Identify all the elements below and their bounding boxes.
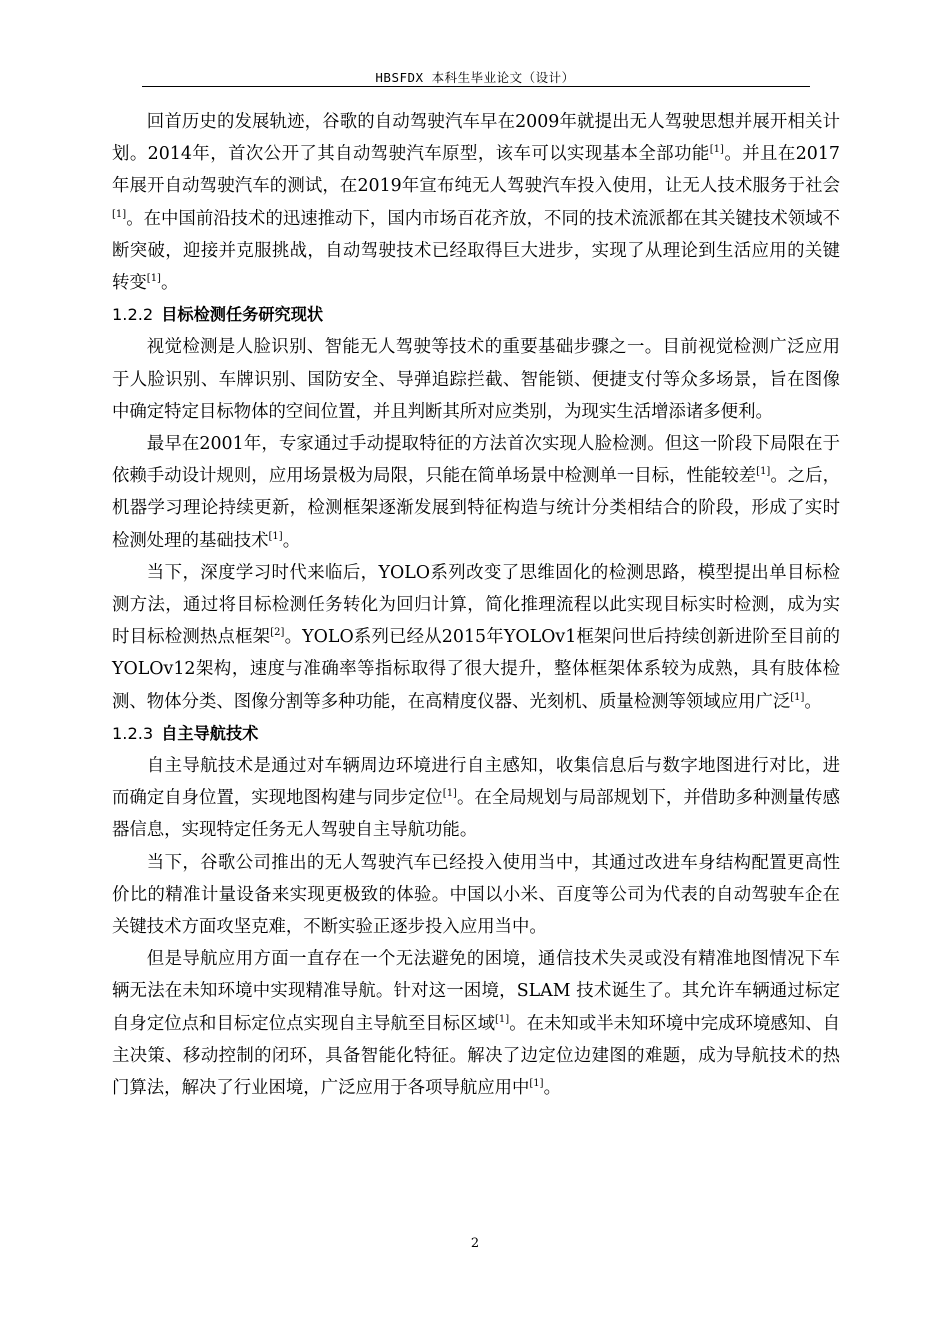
text-run: 。 bbox=[160, 273, 179, 294]
section-heading bbox=[112, 718, 840, 750]
body-text bbox=[112, 106, 840, 1104]
text-run: 当下，深度学习时代来临后，YOLO系列改变了思维固化的检测思路，模型提出单目标检测方法，通过将目标检测任务转化为回归计算，简化推理流程以此实现目标实时检测，成为实时目标检测热点框架 bbox=[112, 562, 840, 648]
text-run: 回首历史的发展轨迹，谷歌的自动驾驶汽车早在2009年就提出无人驾驶思想并展开相关计划。2014年，首次公开了其自动驾驶汽车原型，该车可以实现基本全部功能 bbox=[112, 112, 840, 165]
text-run: 视觉检测是人脸识别、智能无人驾驶等技术的重要基础步骤之一。目前视觉检测广泛应用于人脸识别、车牌识别、国防安全、导弹追踪拦截、智能锁、便捷支付等众多场景，旨在图像中确定特定目标物体的空间位置，并且判断其所对应类别，为现实生活增添诸多便利。 bbox=[112, 337, 840, 422]
paragraph bbox=[112, 943, 840, 1104]
text-run: 自主导航技术是通过对车辆周边环境进行自主感知，收集信息后与数字地图进行对比，进而确定自身位置，实现地图构建与同步定位 bbox=[112, 756, 840, 809]
paragraph bbox=[112, 847, 840, 944]
citation-marker: [1] bbox=[790, 691, 805, 703]
citation-marker: [1] bbox=[529, 1078, 544, 1090]
paragraph bbox=[112, 750, 840, 847]
text-run: 当下，谷歌公司推出的无人驾驶汽车已经投入使用当中，其通过改进车身结构配置更高性价比的精准计量设备来实现更极致的体验。中国以小米、百度等公司为代表的自动驾驶车企在关键技术方面攻坚克难，不断实验正逐步投入应用当中。 bbox=[112, 852, 840, 938]
text-run: 。在全局规划与局部规划下，并借助多种测量传感器信息，实现特定任务无人驾驶自主导航功能。 bbox=[112, 788, 840, 841]
text-run: 。 bbox=[282, 530, 301, 551]
citation-marker: [1] bbox=[112, 208, 127, 220]
page-number: 2 bbox=[470, 1236, 480, 1251]
text-run: 最早在2001年，专家通过手动提取特征的方法首次实现人脸检测。但这一阶段下局限在于依赖手动设计规则，应用场景极为局限，只能在简单场景中检测单一目标，性能较差 bbox=[112, 434, 840, 487]
section-number: 1.2.2 bbox=[112, 305, 154, 325]
citation-marker: [1] bbox=[442, 788, 457, 800]
citation-marker: [1] bbox=[495, 1013, 510, 1025]
citation-marker: [2] bbox=[270, 627, 285, 639]
citation-marker: [1] bbox=[146, 273, 161, 285]
section-title: 目标检测任务研究现状 bbox=[161, 305, 324, 325]
header-rule bbox=[142, 86, 810, 87]
text-run: 。在未知或半未知环境中完成环境感知、自主决策、移动控制的闭环，具备智能化特征。解决了边定位边建图的难题，成为导航技术的热门算法，解决了行业困境，广泛应用于各项导航应用中 bbox=[112, 1013, 840, 1099]
text-run: 。 bbox=[543, 1078, 561, 1099]
section-number: 1.2.3 bbox=[112, 723, 154, 743]
text-run: 。之后，机器学习理论持续更新，检测框架逐渐发展到特征构造与统计分类相结合的阶段，形成了实时检测处理的基础技术 bbox=[112, 466, 840, 551]
text-run: 。并且在2017年展开自动驾驶汽车的测试，在2019年宣布纯无人驾驶汽车投入使用，让无人技术服务于社会 bbox=[112, 144, 840, 197]
text-run: 。YOLO系列已经从2015年YOLOv1框架问世后持续创新进阶至目前的YOLOv12架构，速度与准确率等指标取得了很大提升，整体框架体系较为成熟，具有肢体检测、物体分类、图像分割等多种功能，在高精度仪器、光刻机、质量检测等领域应用广泛 bbox=[112, 627, 840, 712]
running-header: HBSFDX 本科生毕业论文（设计） bbox=[375, 70, 575, 85]
paragraph bbox=[112, 428, 840, 557]
citation-marker: [1] bbox=[756, 466, 771, 478]
section-title: 自主导航技术 bbox=[161, 723, 259, 743]
citation-marker: [1] bbox=[268, 530, 283, 542]
paragraph bbox=[112, 106, 840, 299]
paragraph bbox=[112, 557, 840, 718]
text-run: 。在中国前沿技术的迅速推动下，国内市场百花齐放，不同的技术流派都在其关键技术领域不断突破，迎接并克服挑战，自动驾驶技术已经取得巨大进步，实现了从理论到生活应用的关键转变 bbox=[112, 208, 840, 294]
paragraph bbox=[112, 331, 840, 428]
text-run: 但是导航应用方面一直存在一个无法避免的困境，通信技术失灵或没有精准地图情况下车辆无法在未知环境中实现精准导航。针对这一困境，SLAM 技术诞生了。其允许车辆通过标定自身定位点和目标定位点实现自主导航至目标区域 bbox=[112, 949, 840, 1034]
text-run: 。 bbox=[804, 691, 822, 712]
citation-marker: [1] bbox=[709, 144, 724, 156]
section-heading bbox=[112, 299, 840, 331]
